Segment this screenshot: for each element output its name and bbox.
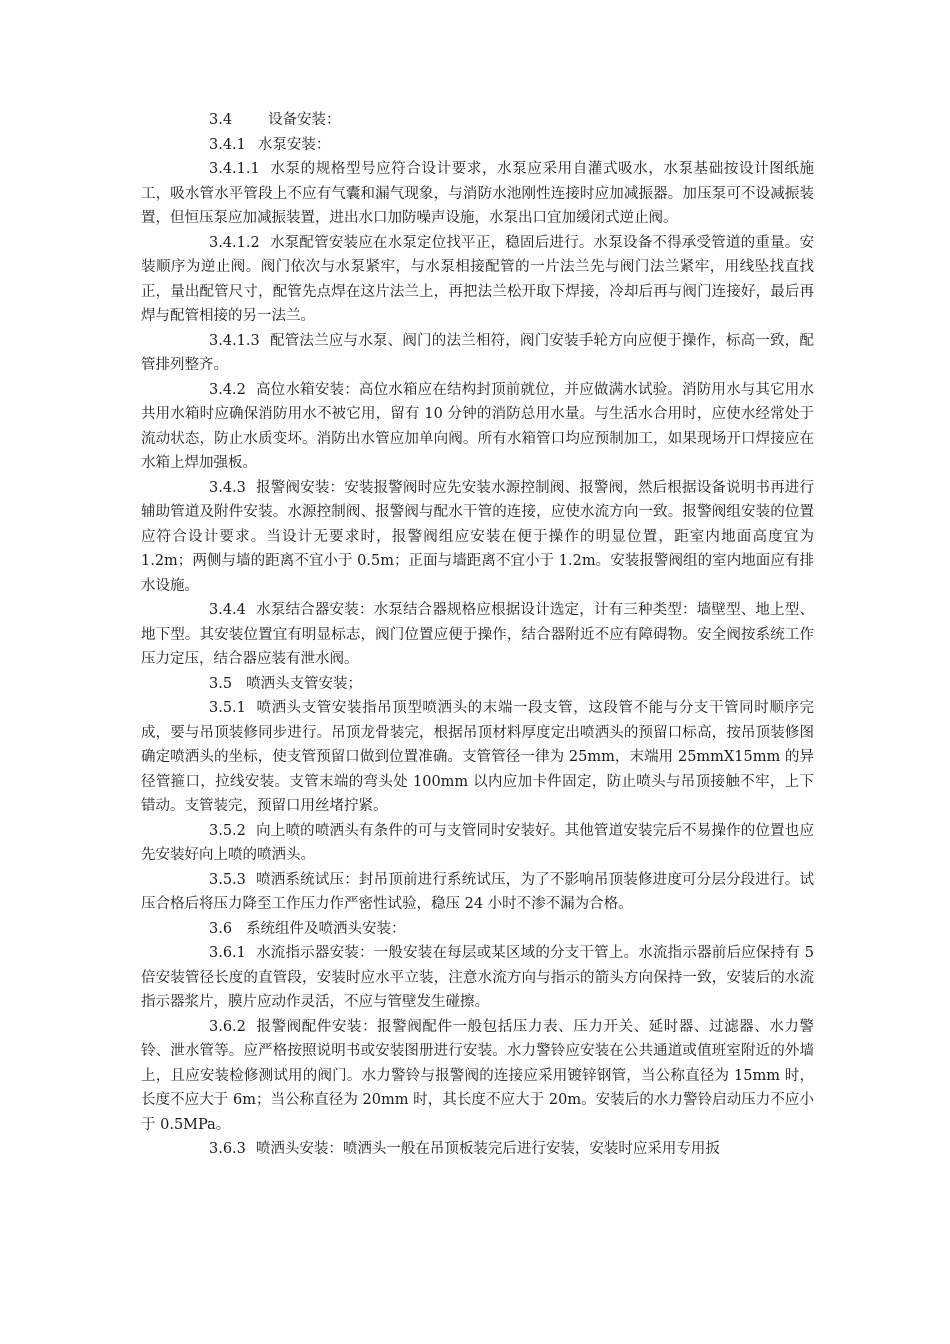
paragraph-3-4-2: [141, 378, 814, 476]
section-title: 水泵安装：: [257, 136, 331, 153]
section-number: 3.5: [209, 675, 233, 692]
paragraph-3-6-3: [141, 1137, 814, 1162]
paragraph-number: 3.6.1: [209, 945, 246, 961]
section-title: 系统组件及喷洒头安装：: [246, 920, 406, 937]
paragraph-number: 3.4.1.3: [209, 332, 260, 349]
paragraph-number: 3.4.1.2: [209, 234, 260, 251]
paragraph-3-4-4: [141, 598, 814, 672]
paragraph-number: 3.4.3: [209, 479, 246, 496]
paragraph-text: 报警阀安装：安装报警阀时应先安装水源控制阀、报警阀，然后根据设备说明书再进行辅助管道及附件安装。水源控制阀、报警阀与配水干管的连接，应使水流方向一致。报警阀组安装的位置应符合设计要求。当设计无要求时，报警阀组应安装在便于操作的明显位置，距室内地面高度宜为 1.2m；两侧与墙的距离不宜小于 0.5m；正面与墙距离不宜小于 1.2m。安装报警阀组的室内地面应有排水设施。: [141, 479, 814, 594]
paragraph-number: 3.5.2: [209, 822, 246, 839]
paragraph-3-6-2: [141, 1015, 814, 1138]
document-body: [141, 108, 814, 1162]
paragraph-text: 水泵配管安装应在水泵定位找平正，稳固后进行。水泵设备不得承受管道的重量。安装顺序为逆止阀。阀门依次与水泵紧牢，与水泵相接配管的一片法兰先与阀门法兰紧牢，用线坠找直找正，量出配管尺寸，配管先点焊在这片法兰上，再把法兰松开取下焊接，冷却后再与阀门连接好，最后再焊与配管相接的另一法兰。: [141, 234, 814, 324]
paragraph-3-5-2: [141, 819, 814, 868]
paragraph-number: 3.4.4: [209, 602, 246, 618]
paragraph-3-4-1-3: [141, 329, 814, 378]
section-heading-3-6: [141, 917, 814, 942]
paragraph-text: 喷洒系统试压：封吊顶前进行系统试压，为了不影响吊顶装修进度可分层分段进行。试压合格后将压力降至工作压力作严密性试验，稳压 24 小时不渗不漏为合格。: [141, 871, 814, 912]
paragraph-number: 3.4.1.1: [209, 161, 260, 177]
paragraph-3-5-3: [141, 868, 814, 917]
paragraph-3-4-3: [141, 476, 814, 599]
paragraph-number: 3.4.2: [209, 381, 246, 398]
paragraph-text: 喷洒头支管安装指吊顶型喷洒头的末端一段支管，这段管不能与分支干管同时顺序完成，要与吊顶装修同步进行。吊顶龙骨装完，根据吊顶材料厚度定出喷洒头的预留口标高，按吊顶装修图确定喷洒头的坐标，使支管预留口做到位置准确。支管管径一律为 25mm，末端用 25mmΧ15mm 的异径管箍口，拉线安装。支管末端的弯头处 100mm 以内应加卡件固定，防止喷头与吊顶接触不牢，上下错动。支管装完，预留口用丝堵拧紧。: [141, 700, 814, 814]
section-heading-3-5: [141, 672, 814, 697]
section-number: 3.4.1: [209, 136, 246, 153]
section-title: 设备安装：: [268, 112, 341, 128]
section-number: 3.6: [209, 920, 233, 937]
paragraph-text: 水流指示器安装：一般安装在每层或某区域的分支干管上。水流指示器前后应保持有 5 倍安装管径长度的直管段，安装时应水平立装，注意水流方向与指示的箭头方向保持一致，安装后的水流指示器浆片，膜片应动作灵活，不应与管壁发生碰擦。: [141, 945, 814, 1010]
paragraph-number: 3.5.3: [209, 871, 246, 888]
paragraph-3-5-1: [141, 696, 814, 819]
paragraph-text: 高位水箱安装：高位水箱应在结构封顶前就位，并应做满水试验。消防用水与其它用水共用水箱时应确保消防用水不被它用，留有 10 分钟的消防总用水量。与生活水合用时，应使水经常处于流动状态，防止水质变坏。消防出水管应加单向阀。所有水箱管口均应预制加工，如果现场开口焊接应在水箱上焊加强板。: [141, 381, 814, 471]
section-heading-3-4-1: [141, 133, 814, 158]
paragraph-text: 报警阀配件安装：报警阀配件一般包括压力表、压力开关、延时器、过滤器、水力警铃、泄水管等。应严格按照说明书或安装图册进行安装。水力警铃应安装在公共通道或值班室附近的外墙上，且应安装检修测试用的阀门。水力警铃与报警阀的连接应采用镀锌钢管，当公称直径为 15mm 时，长度不应大于 6m；当公称直径为 20mm 时，其长度不应大于 20m。安装后的水力警铃启动压力不应小于 0.5MPa。: [141, 1018, 814, 1133]
paragraph-text: 水泵的规格型号应符合设计要求，水泵应采用自灌式吸水，水泵基础按设计图纸施工，吸水管水平管段上不应有气囊和漏气现象，与消防水池刚性连接时应加减振器。加压泵可不设减振装置，但恒压泵应加减振装置，进出水口加防噪声设施，水泵出口宜加缓闭式逆止阀。: [141, 161, 814, 226]
section-number: 3.4: [209, 112, 233, 128]
section-heading-3-4: [141, 108, 814, 133]
paragraph-3-6-1: [141, 941, 814, 1015]
paragraph-number: 3.5.1: [209, 700, 246, 716]
paragraph-text: 喷洒头安装：喷洒头一般在吊顶板装完后进行安装，安装时应采用专用扳: [255, 1141, 720, 1157]
paragraph-text: 配管法兰应与水泵、阀门的法兰相符，阀门安装手轮方向应便于操作，标高一致，配管排列整齐。: [141, 332, 814, 373]
paragraph-number: 3.6.2: [209, 1018, 246, 1035]
paragraph-number: 3.6.3: [209, 1141, 246, 1157]
paragraph-text: 水泵结合器安装：水泵结合器规格应根据设计选定，计有三种类型：墙壁型、地上型、地下型。其安装位置宜有明显标志，阀门位置应便于操作，结合器附近不应有障碍物。安全阀按系统工作压力定压，结合器应装有泄水阀。: [141, 602, 814, 667]
paragraph-3-4-1-1: [141, 157, 814, 231]
paragraph-3-4-1-2: [141, 231, 814, 329]
paragraph-text: 向上喷的喷洒头有条件的可与支管同时安装好。其他管道安装完后不易操作的位置也应先安装好向上喷的喷洒头。: [141, 822, 814, 863]
section-title: 喷洒头支管安装；: [246, 675, 363, 692]
